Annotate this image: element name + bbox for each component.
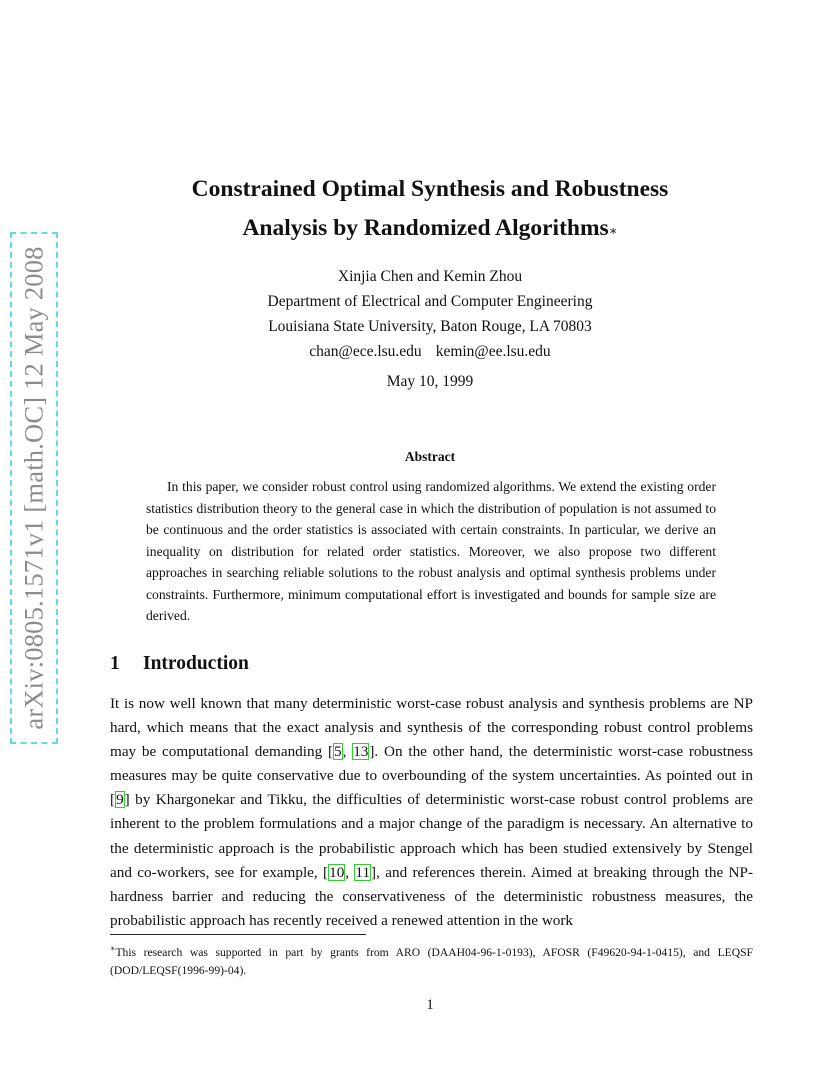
section-heading [110,653,249,675]
page-number: 1 [426,997,434,1013]
text-run: , [345,863,355,881]
author-names: Xinjia Chen and Kemin Zhou [337,268,523,285]
footnote [110,940,753,981]
citation-link[interactable]: 13 [353,743,369,761]
arxiv-identifier[interactable]: arXiv:0805.1571v1 [math.OC] 12 May 2008 [18,246,49,730]
title-line-2: Analysis by Randomized Algorithms [242,215,609,241]
email-zhou[interactable]: kemin@ee.lsu.edu [435,343,551,360]
arxiv-watermark [10,232,58,744]
paper-title [100,170,760,248]
text-run: , [342,743,353,761]
abstract-heading: Abstract [404,449,456,464]
text-run: ]. On the other hand, the deterministic worst-case robustness measures may be quite conservative due to overbounding of the system uncertainties. As pointed out in [ [110,743,753,809]
footnote-divider [110,934,366,935]
citation-link[interactable]: 10 [329,863,345,881]
section-title: Introduction [143,653,249,674]
title-line-1: Constrained Optimal Synthesis and Robustness [191,176,669,202]
introduction-paragraph [110,692,753,933]
university: Louisiana State University, Baton Rouge, LA 70803 [268,318,592,335]
citation-link[interactable]: 11 [355,863,371,881]
email-chen[interactable]: chan@ece.lsu.edu [309,343,422,360]
author-emails [100,339,760,364]
section-number: 1 [110,653,120,674]
text-run: ], and references therein. Aimed at breaking through the NP-hardness barrier and reducing the conservativeness of the deterministic robustness measures, the probabilistic approach has recently received a renewed attention in the work [110,863,754,929]
text-run: ] by Khargonekar and Tikku, the difficulties of deterministic worst-case robust control problems are inherent to the problem formulations and a major change of the paradigm is necessary. An alternative to the deterministic approach is the probabilistic approach which has been studied extensively by Stengel and co-workers, see for example, [ [110,791,753,881]
department: Department of Electrical and Computer Engineering [267,293,593,310]
text-run: It is now well known that many deterministic worst-case robust analysis and synthesis problems are NP hard, which means that the exact analysis and synthesis of the corresponding robust control problems may be computational demanding [ [110,695,753,761]
paper-date: May 10, 1999 [386,373,474,390]
title-footnote-mark[interactable]: ∗ [608,223,618,238]
citation-link[interactable]: 9 [116,791,124,809]
abstract-text: In this paper, we consider robust control using randomized algorithms. We extend the existing order statistics distribution theory to the general case in which the distribution of population is not assumed to be continuous and the order statistics is associated with certain constraints. In particular, we derive an inequality on distribution for related order statistics. Moreover, we also propose two different approaches in searching reliable solutions to the robust analysis and optimal synthesis problems under constraints. Furthermore, minimum computational effort is investigated and bounds for sample size are derived. [146,479,716,623]
footnote-mark: ∗ [110,944,116,953]
author-block [100,264,760,364]
footnote-text: This research was supported in part by grants from ARO (DAAH04-96-1-0193), AFOSR (F49620-94-1-0415), and LEQSF (DOD/LEQSF(1996-99)-04). [110,945,753,978]
citation-link[interactable]: 5 [334,743,342,761]
